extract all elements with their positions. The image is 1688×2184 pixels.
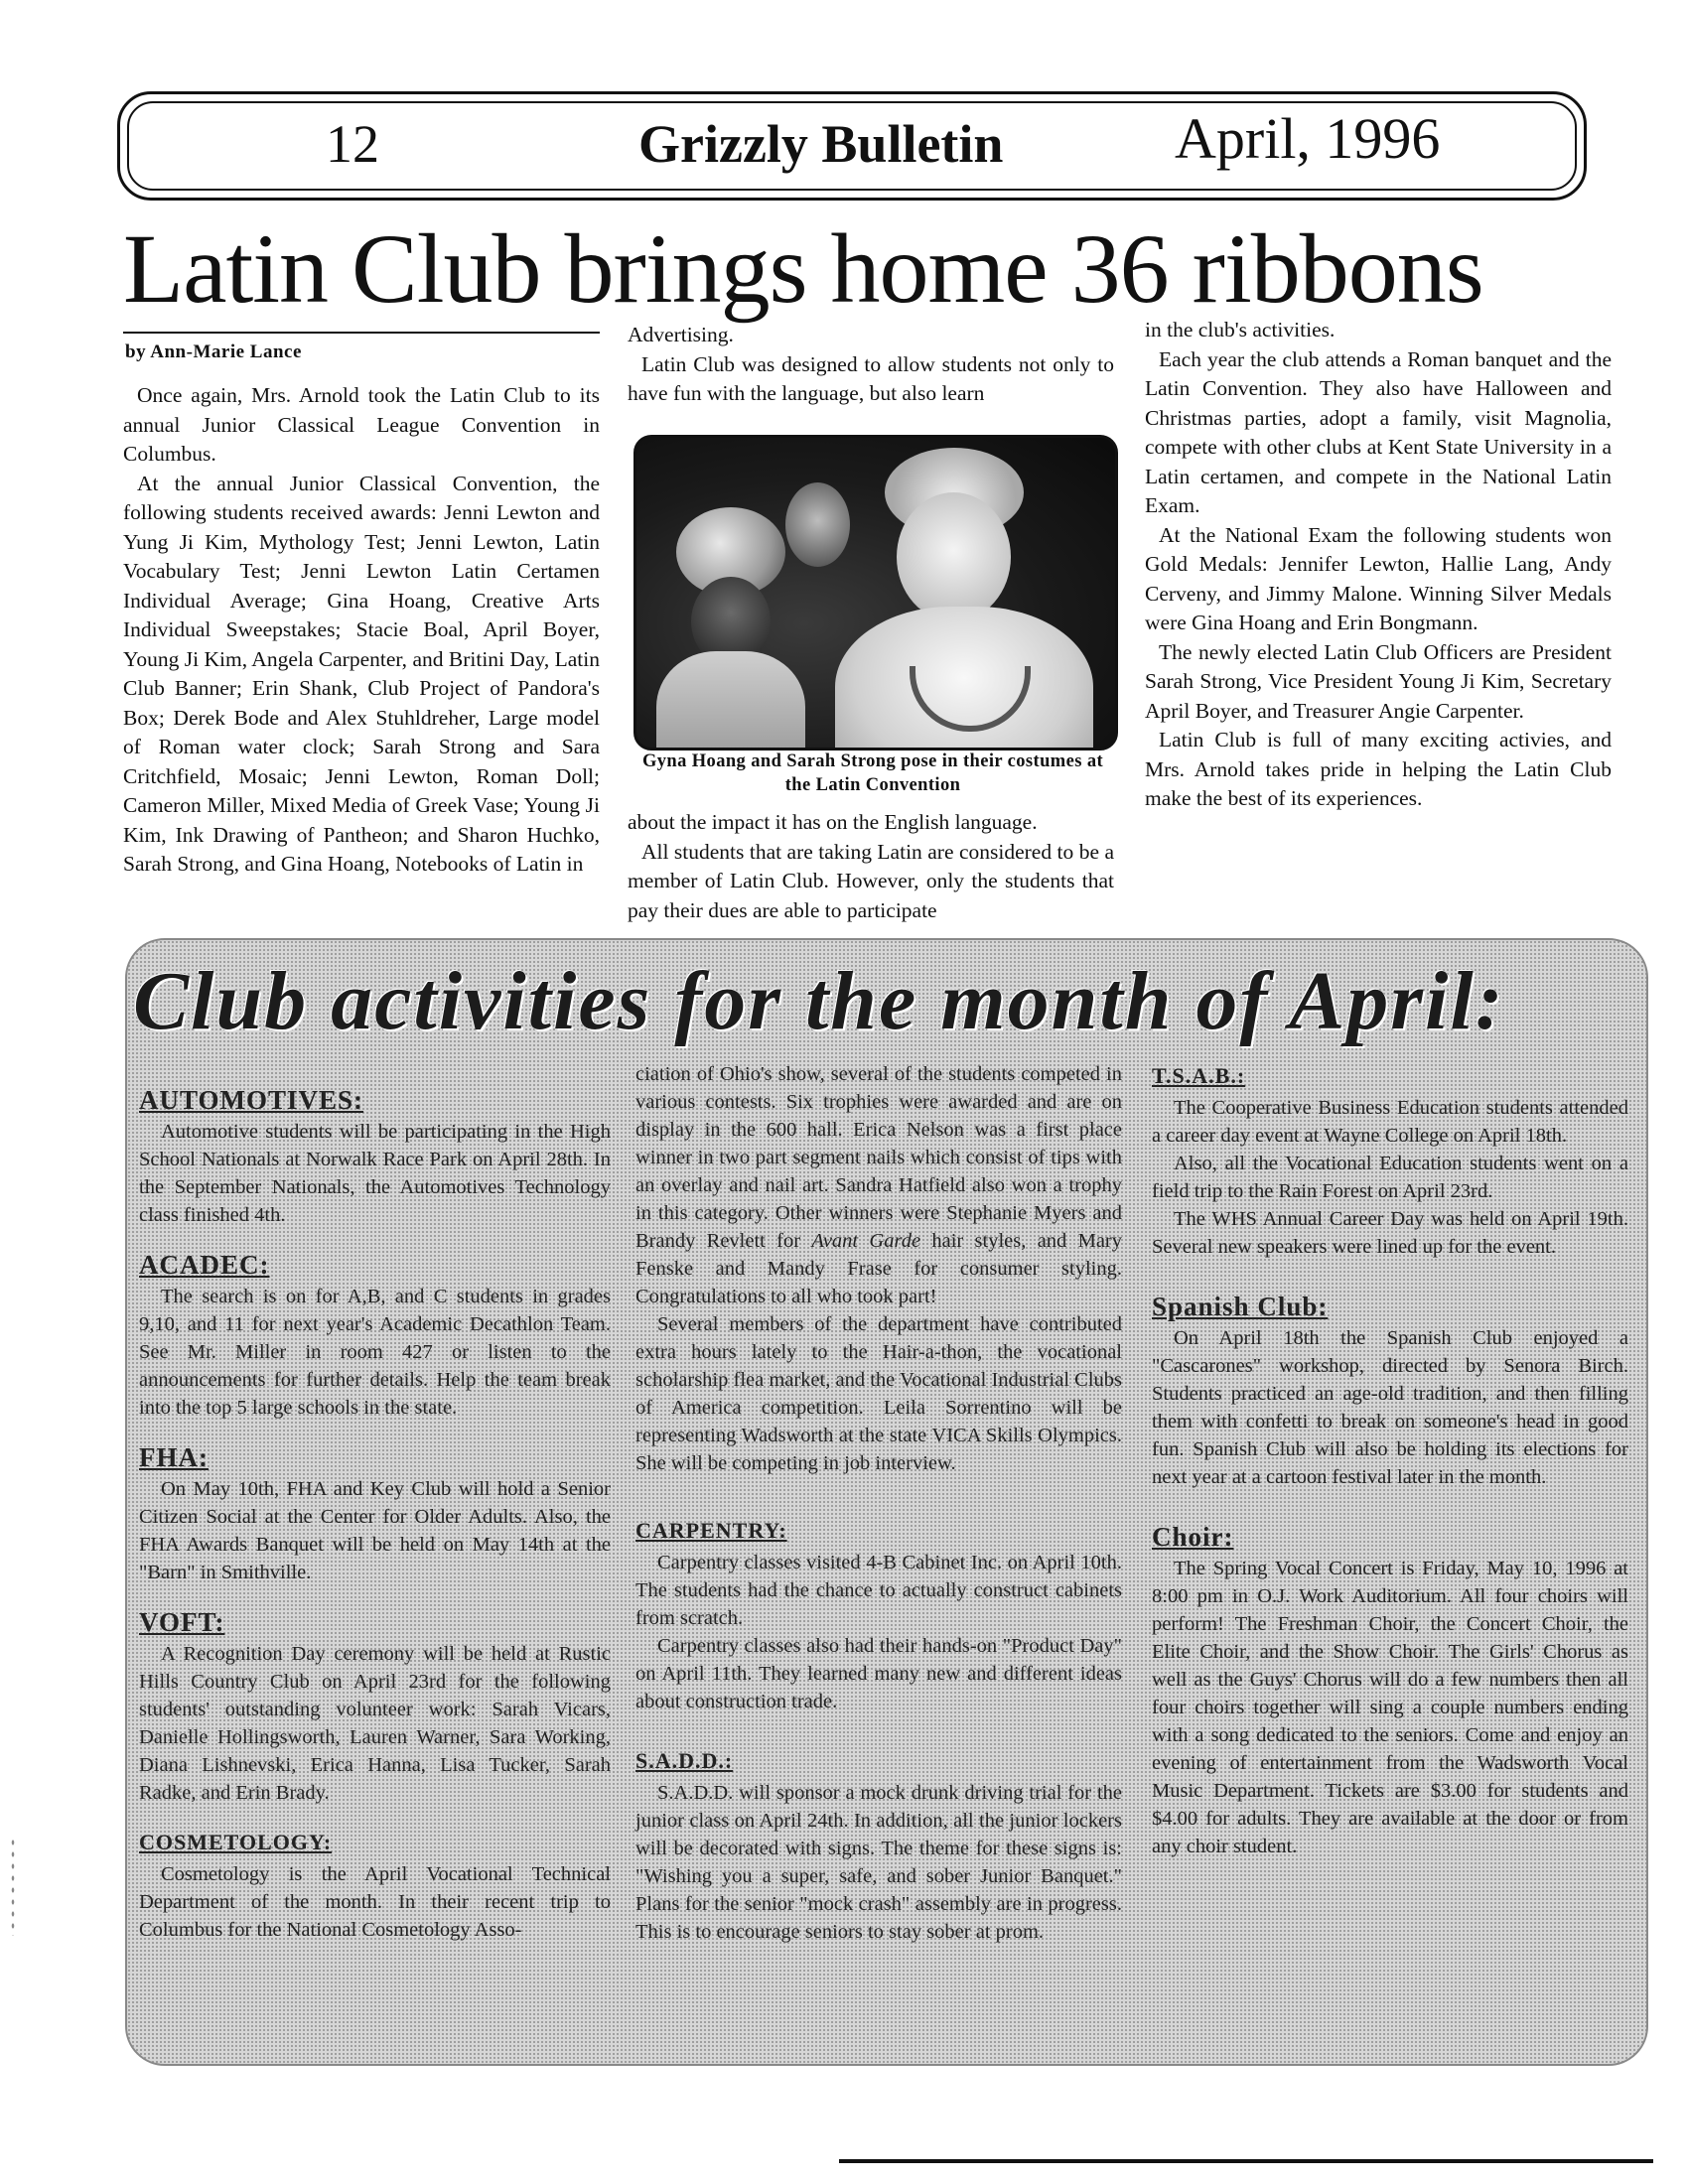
byline-rule [123,332,600,334]
section-text-cosmetology-continued-2: Several members of the department have contributed extra hours lately to the Hair-a-thon, the vocational scholarship flea market, and the Vocational Industrial Clubs of America competition. Leila Sorrentino will be representing Wadsworth at the state VICA Skills Olympics. She will be competing in job interview. [635,1313,1122,1474]
page-bottom-rule [839,2159,1653,2163]
article-paragraph: At the National Exam the following students won Gold Medals: Jennifer Lewton, Hallie Lang, Andy Cerveny, and Jimmy Malone. Winning Silver Medals were Gina Hoang and Erin Bongmann. [1145,522,1612,634]
section-heading-choir: Choir: [1152,1522,1234,1552]
article-paragraph: Latin Club was designed to allow students not only to have fun with the language, but also learn [628,351,1114,405]
activities-column-1 [139,1084,611,1944]
article-paragraph: Once again, Mrs. Arnold took the Latin Club to its annual Junior Classical League Convention in Columbus. [123,383,600,466]
article-paragraph: The newly elected Latin Club Officers are President Sarah Strong, Vice President Young Ji Kim, Secretary April Boyer, and Treasurer Angie Carpenter. [1145,639,1612,723]
section-text-fha: On May 10th, FHA and Key Club will hold a Senior Citizen Social at the Center for Older Adults. Also, the FHA Awards Banquet will be held on May 14th at the "Barn" in Smithville. [139,1478,611,1583]
section-heading-voft: VOFT: [139,1607,225,1637]
section-heading-fha: FHA: [139,1442,209,1472]
article-paragraph: Latin Club is full of many exciting activies, and Mrs. Arnold takes pride in helping the Latin Club make the best of its experiences. [1145,728,1612,810]
article-column-1 [123,381,600,880]
section-text-acadec: The search is on for A,B, and C students in grades 9,10, and 11 for next year's Academic Decathlon Team. See Mr. Miller in room 427 or listen to the announcements for further details. Help the team break into the top 5 large schools in the state. [139,1286,611,1419]
section-text-voft: A Recognition Day ceremony will be held at Rustic Hills Country Club on April 23rd for the following students' outstanding volunteer work: Sarah Vicars, Danielle Hollingsworth, Lauren Warner, Sara Working, Diana Lishnevski, Erica Hanna, Lisa Tucker, Sarah Radke, and Erin Brady. [139,1643,611,1804]
section-heading-spanish-club: Spanish Club: [1152,1292,1329,1321]
section-heading-automotives: AUTOMOTIVES: [139,1085,364,1115]
photo-figure-right-face [897,492,1011,621]
section-heading-cosmetology: COSMETOLOGY: [139,1830,333,1854]
activities-column-2 [635,1060,1122,1946]
article-paragraph: about the impact it has on the English language. [628,810,1038,834]
section-text-sadd: S.A.D.D. will sponsor a mock drunk driving trial for the junior class on April 24th. In addition, all the junior lockers will be decorated with signs. The theme for these signs is: "Wishing you a super, safe, and sober Junior Banquet." Plans for the senior "mock crash" assembly are in progress. This is to encourage seniors to stay sober at prom. [635,1782,1122,1943]
photo-caption: Gyna Hoang and Sarah Strong pose in their costumes at the Latin Convention [641,751,1104,795]
cosmetology-cont-2: hair styles, and Mary Fenske and Mandy Frase for consumer styling. Congratulations to all who took part! [635,1230,1123,1307]
article-paragraph: At the annual Junior Classical Convention, the following students received awards: Jenni Lewton and Yung Ji Kim, Mythology Test; Jenni Lewton, Latin Vocabulary Test; Jenni Lewton Latin Certamen Individual Average; Gina Hoang, Creative Arts Individual Sweepstakes; Stacie Boal, April Boyer, Young Ji Kim, Angela Carpenter, and Britini Day, Latin Club Banner; Erin Shank, Club Project of Pandora's Box; Derek Bode and Alex Stuhldreher, Large model of Roman water clock; Sarah Strong and Sara Critchfield, Mosaic; Jenni Lewton, Roman Doll; Cameron Miller, Mixed Media of Greek Vase; Young Ji Kim, Ink Drawing of Pantheon; and Sharon Huchko, Sarah Strong, and Gina Hoang, Notebooks of Latin in [123,471,600,876]
article-paragraph: All students that are taking Latin are considered to be a member of Latin Club. However, only the students that pay their dues are able to participate [628,839,1114,922]
section-heading-carpentry: CARPENTRY: [635,1518,787,1543]
section-text-cosmetology: Cosmetology is the April Vocational Technical Department of the month. In their recent trip to Columbus for the National Cosmetology Asso- [139,1863,611,1941]
section-text-choir: The Spring Vocal Concert is Friday, May 10, 1996 at 8:00 pm in O.J. Work Auditorium. All four choirs will perform! The Freshman Choir, the Concert Choir, the Elite Choir, and the Show Choir. The Girls' Chorus as well as the Guys' Chorus will do a few numbers then all four choirs together will sing a couple numbers ending with a song dedicated to the seniors. Come and enjoy an evening of entertainment from the Wadsworth Vocal Music Department. Tickets are $3.00 for students and $4.00 for adults. They are available at the door or from any choir student. [1152,1558,1628,1857]
issue-date: April, 1996 [1175,106,1441,171]
section-text-cosmetology-continued [635,1060,1122,1310]
section-heading-acadec: ACADEC: [139,1250,270,1280]
section-text-tsab-1: The Cooperative Business Education students attended a career day event at Wayne College on April 18th. [1152,1097,1628,1147]
cosmetology-avant-garde: Avant Garde [811,1230,921,1252]
latin-convention-photo [633,435,1118,751]
photo-figure-left-body [656,651,805,751]
article-column-2-bottom [628,808,1114,925]
club-activities-title: Club activities for the month of April: [133,955,1505,1047]
publication-name: Grizzly Bulletin [638,114,1004,174]
page-number: 12 [326,114,379,174]
section-text-carpentry-1: Carpentry classes visited 4-B Cabinet Inc. on April 10th. The students had the chance to actually construct cabinets from scratch. [635,1552,1122,1629]
photo-figure-back-face [785,482,850,567]
article-headline: Latin Club brings home 36 ribbons [123,213,1483,324]
section-text-automotives: Automotive students will be participating in the High School Nationals at Norwalk Race Park on April 28th. In the September Nationals, the Automotives Technology class finished 4th. [139,1121,611,1226]
article-column-3 [1145,316,1612,814]
activities-column-3 [1152,1060,1628,1860]
article-paragraph: Advertising. [628,323,734,346]
section-text-tsab-2: Also, all the Vocational Education students went on a field trip to the Rain Forest on April 23rd. [1152,1153,1628,1202]
scan-margin-marks [10,1837,16,1936]
section-text-carpentry-2: Carpentry classes also had their hands-on "Product Day" on April 11th. They learned many new and different ideas about construction trade. [635,1635,1122,1712]
article-paragraph: in the club's activities. [1145,318,1336,341]
article-paragraph: Each year the club attends a Roman banquet and the Latin Convention. They also have Halloween and Christmas parties, adopt a family, visit Magnolia, compete with other clubs at Kent State University in a Latin certamen, and compete in the National Latin Exam. [1145,346,1612,517]
cosmetology-cont-1: ciation of Ohio's show, several of the students competed in various contests. Six trophies were awarded and are on display in the 600 hall. Erica Nelson was a first place winner in two part segment nails which consist of tips with an overlay and nail art. Sandra Hatfield also won a trophy in this category. Other winners were Stephanie Myers and Brandy Revlett for [635,1063,1122,1252]
section-text-tsab-3: The WHS Annual Career Day was held on April 19th. Several new speakers were lined up for the event. [1152,1208,1628,1258]
article-column-2-top [628,321,1114,409]
section-heading-sadd: S.A.D.D.: [635,1748,734,1773]
section-text-spanish-club: On April 18th the Spanish Club enjoyed a "Cascarones" workshop, directed by Senora Birch. Students practiced an age-old tradition, and then filling them with confetti to break on someone's head in good fun. Spanish Club will also be holding its elections for next year at a cartoon festival later in the month. [1152,1327,1628,1488]
masthead [117,91,1587,201]
section-heading-tsab: T.S.A.B.: [1152,1063,1246,1088]
byline: by Ann-Marie Lance [125,341,302,362]
